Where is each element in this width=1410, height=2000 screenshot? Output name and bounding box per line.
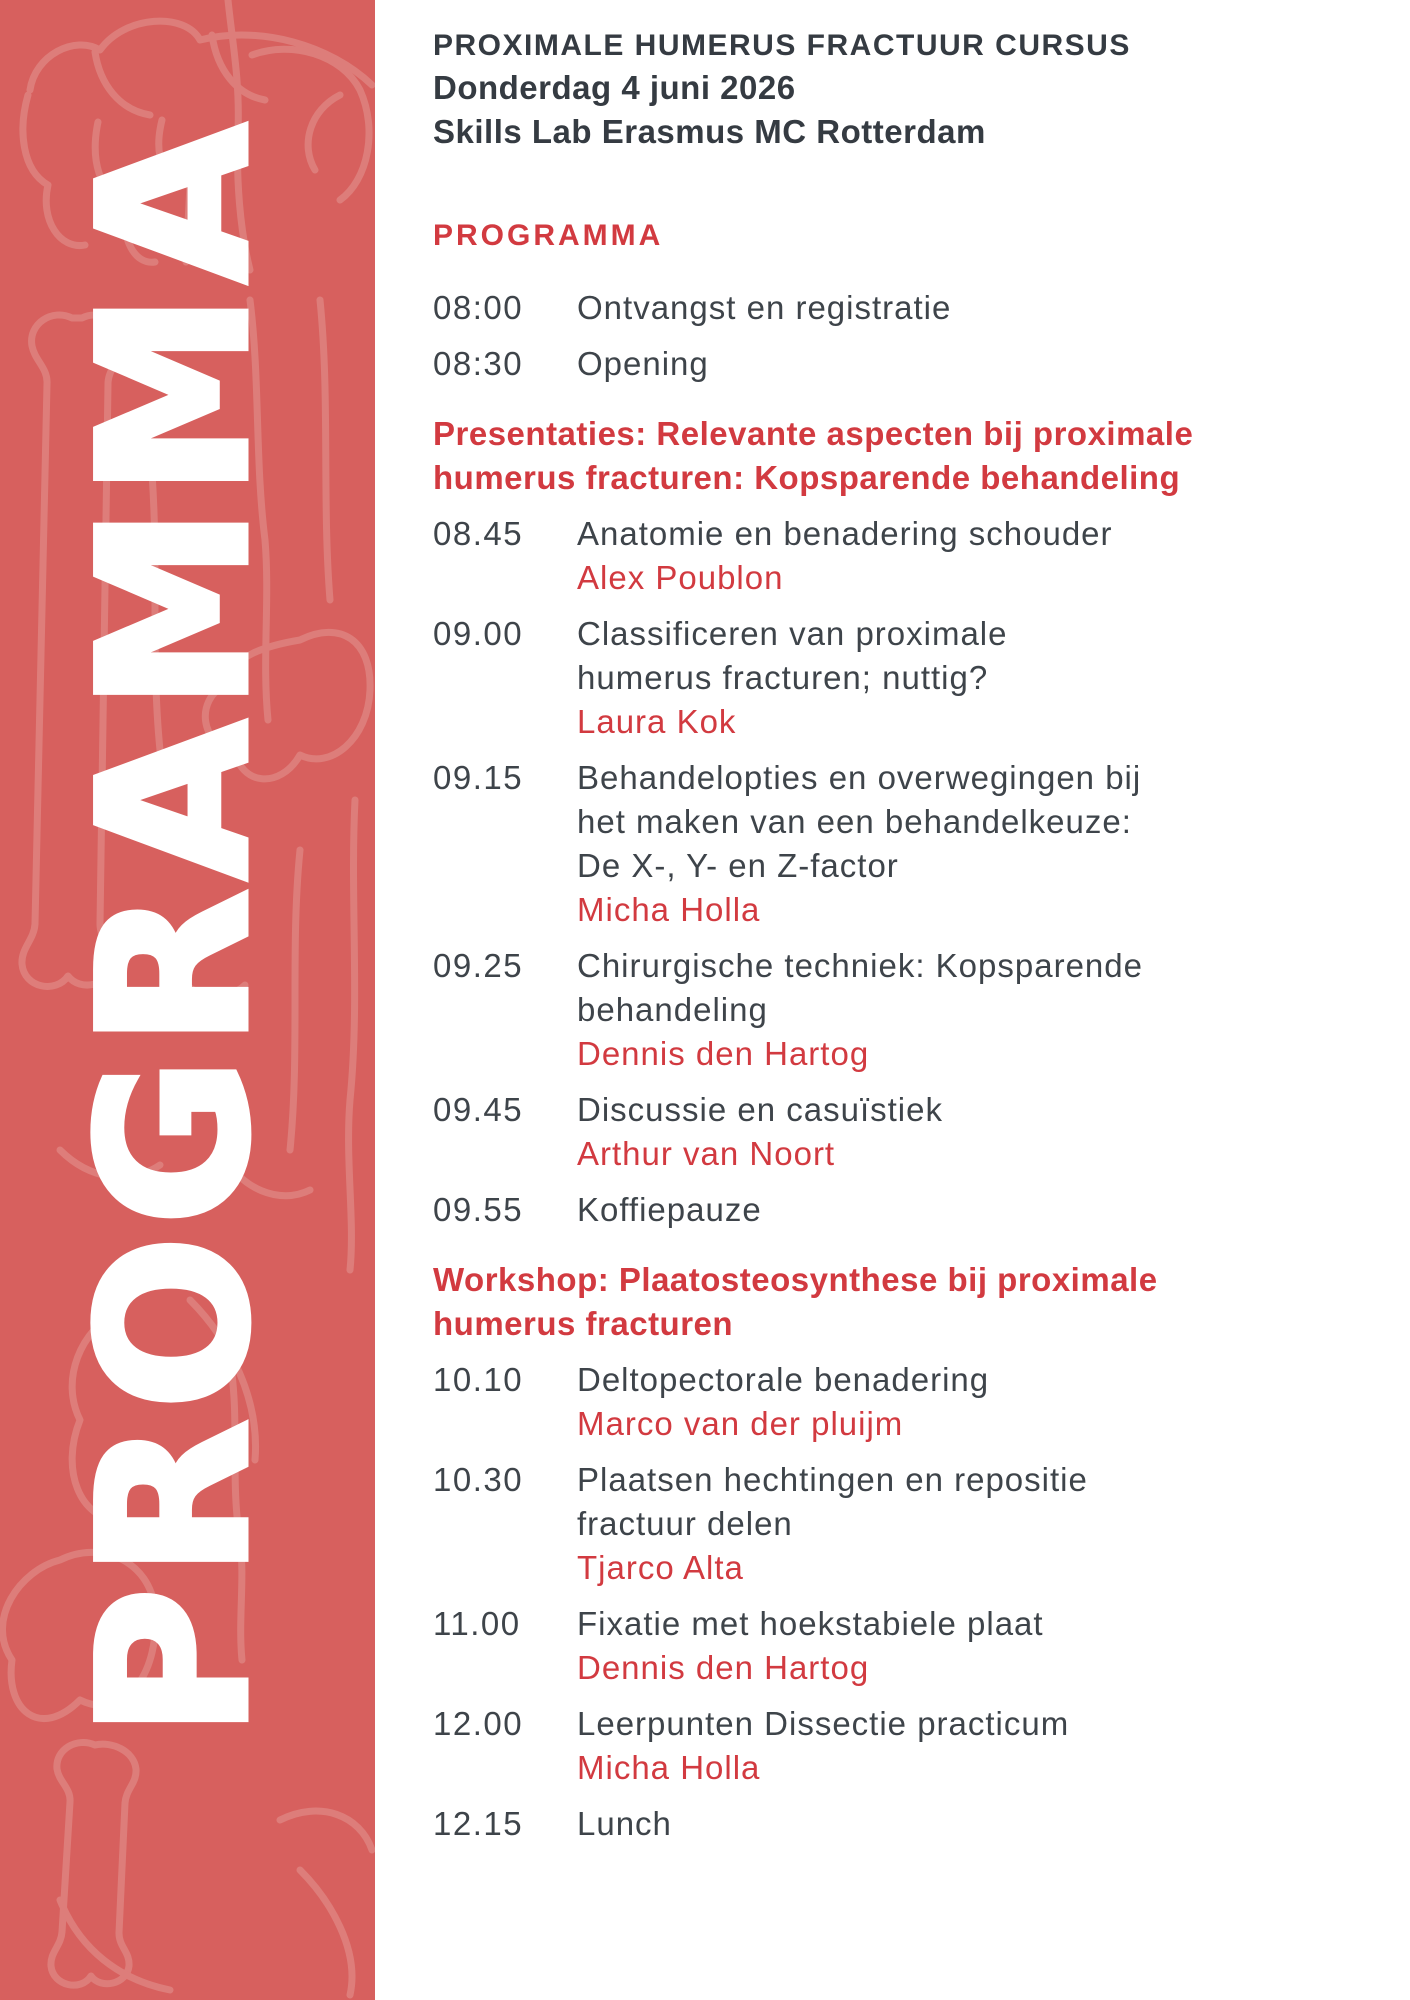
session-speaker: Micha Holla [577, 1749, 761, 1786]
session-title-line: Deltopectorale benadering [577, 1361, 990, 1398]
session-details [577, 612, 1370, 744]
section-heading-line: Workshop: Plaatosteosynthese bij proximale [433, 1261, 1158, 1298]
session-details [577, 944, 1370, 1076]
session-details [577, 1358, 1370, 1446]
session-title-line: Lunch [577, 1805, 672, 1842]
session-details [577, 756, 1370, 932]
session-title-line: Leerpunten Dissectie practicum [577, 1705, 1070, 1742]
session-time: 09.25 [433, 947, 524, 984]
sidebar [0, 0, 375, 2000]
session-title-line: Discussie en casuïstiek [577, 1091, 943, 1128]
session-title-line: Koffiepauze [577, 1191, 762, 1228]
program-session-row [433, 1602, 1370, 1690]
session-details [577, 1802, 1370, 1846]
program-list [433, 286, 1370, 1846]
session-time: 08.45 [433, 515, 524, 552]
session-speaker: Micha Holla [577, 891, 761, 928]
session-title-line: Anatomie en benadering schouder [577, 515, 1113, 552]
course-title: PROXIMALE HUMERUS FRACTUUR CURSUS [433, 29, 1131, 62]
program-session-row [433, 1458, 1370, 1590]
section-heading-line: Presentaties: Relevante aspecten bij proximale [433, 415, 1194, 452]
vertical-programma-text: PROGRAMMA [56, 114, 295, 1738]
session-title-line: Chirurgische techniek: Kopsparende [577, 947, 1143, 984]
session-speaker: Laura Kok [577, 703, 737, 740]
session-details [577, 1088, 1370, 1176]
session-time: 12.00 [433, 1705, 524, 1742]
program-session-row [433, 756, 1370, 932]
session-speaker: Dennis den Hartog [577, 1035, 870, 1072]
session-time: 09.15 [433, 759, 524, 796]
session-title-line: fractuur delen [577, 1505, 793, 1542]
session-time: 08:30 [433, 345, 524, 382]
course-location: Skills Lab Erasmus MC Rotterdam [433, 113, 986, 150]
session-details [577, 512, 1370, 600]
program-session-row [433, 286, 1370, 330]
session-speaker: Tjarco Alta [577, 1549, 744, 1586]
session-title-line: humerus fracturen; nuttig? [577, 659, 989, 696]
session-title-line: het maken van een behandelkeuze: [577, 803, 1132, 840]
program-heading: PROGRAMMA [433, 219, 664, 252]
section-heading-line: humerus fracturen: Kopsparende behandeling [433, 459, 1181, 496]
program-session-row [433, 1088, 1370, 1176]
session-time: 10.30 [433, 1461, 524, 1498]
session-time: 09.00 [433, 615, 524, 652]
section-heading-line: humerus fracturen [433, 1305, 734, 1342]
session-title-line: Opening [577, 345, 709, 382]
session-details [577, 286, 1370, 330]
program-session-row [433, 612, 1370, 744]
content-area [433, 0, 1410, 1858]
session-time: 09.55 [433, 1191, 524, 1228]
session-title-line: Behandelopties en overwegingen bij [577, 759, 1142, 796]
program-session-row [433, 512, 1370, 600]
session-title-line: Classificeren van proximale [577, 615, 1008, 652]
session-time: 08:00 [433, 289, 524, 326]
program-session-row [433, 1802, 1370, 1846]
session-title-line: Ontvangst en registratie [577, 289, 952, 326]
session-details [577, 1458, 1370, 1590]
session-details [577, 1188, 1370, 1232]
program-section-heading [433, 1258, 1370, 1346]
course-header [433, 26, 1370, 154]
session-speaker: Alex Poublon [577, 559, 784, 596]
session-details [577, 342, 1370, 386]
session-title-line: De X-, Y- en Z-factor [577, 847, 899, 884]
session-time: 10.10 [433, 1361, 524, 1398]
session-title-line: Plaatsen hechtingen en repositie [577, 1461, 1088, 1498]
program-session-row [433, 1358, 1370, 1446]
session-time: 11.00 [433, 1605, 521, 1642]
session-details [577, 1602, 1370, 1690]
session-speaker: Dennis den Hartog [577, 1649, 870, 1686]
session-time: 12.15 [433, 1805, 524, 1842]
session-details [577, 1702, 1370, 1790]
program-section-heading [433, 412, 1370, 500]
course-date: Donderdag 4 juni 2026 [433, 69, 796, 106]
session-speaker: Arthur van Noort [577, 1135, 836, 1172]
session-title-line: behandeling [577, 991, 768, 1028]
session-title-line: Fixatie met hoekstabiele plaat [577, 1605, 1044, 1642]
program-session-row [433, 1188, 1370, 1232]
program-session-row [433, 944, 1370, 1076]
program-session-row [433, 1702, 1370, 1790]
session-speaker: Marco van der pluijm [577, 1405, 904, 1442]
session-time: 09.45 [433, 1091, 524, 1128]
program-session-row [433, 342, 1370, 386]
